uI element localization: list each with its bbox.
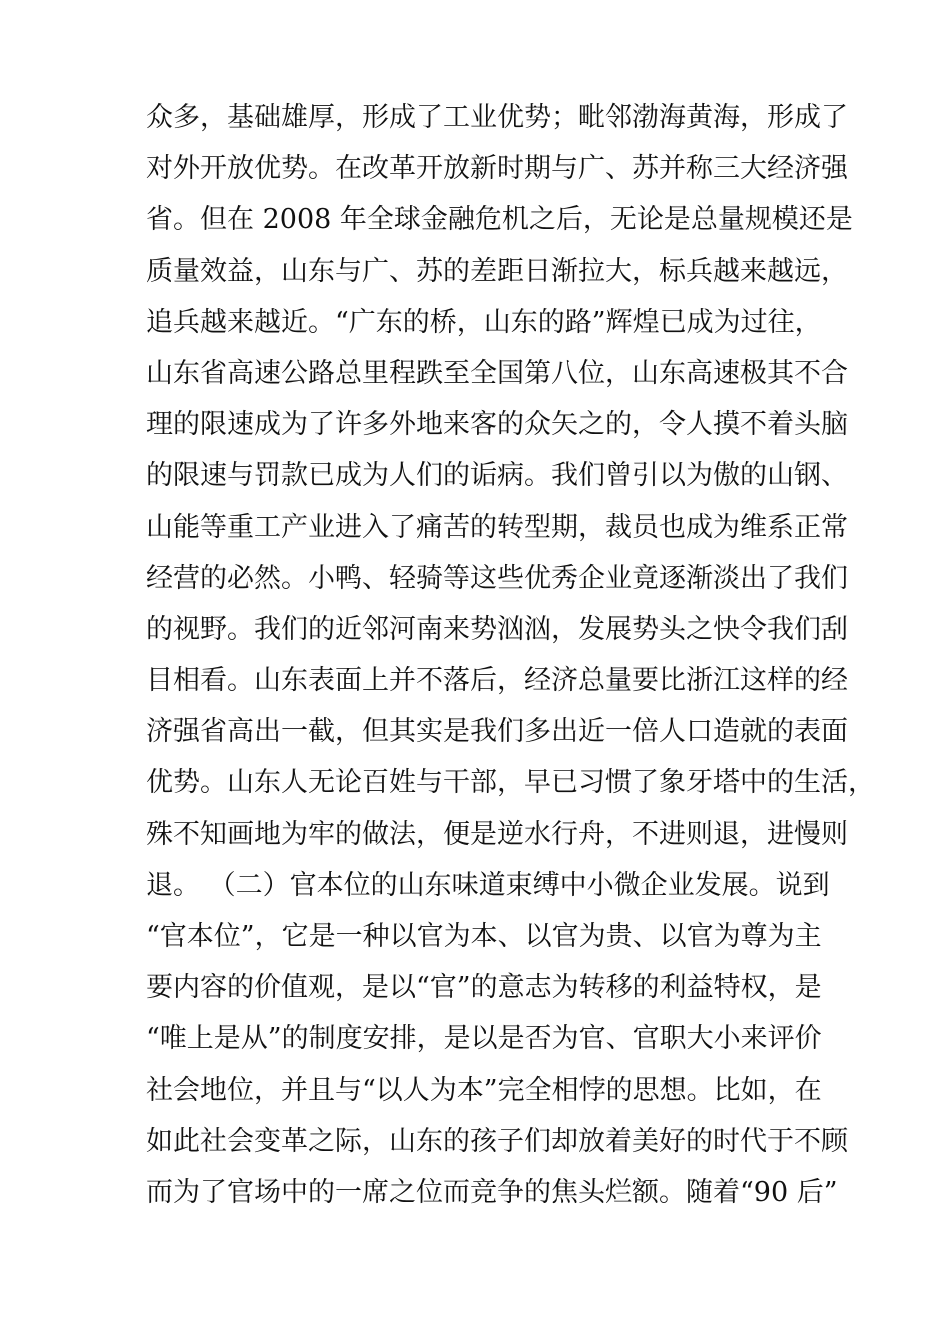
text-line: “官本位”，它是一种以官为本、以官为贵、以官为尊为主	[146, 921, 822, 952]
text-line: 众多，基础雄厚，形成了工业优势；毗邻渤海黄海，形成了	[146, 102, 848, 133]
text-line: 经营的必然。小鸭、轻骑等这些优秀企业竟逐渐淡出了我们	[146, 562, 848, 594]
text-line: 的视野。我们的近邻河南来势汹汹，发展势头之快令我们刮	[146, 613, 848, 645]
text-line: 山能等重工产业进入了痛苦的转型期，裁员也成为维系正常	[146, 511, 848, 543]
text-line: 济强省高出一截，但其实是我们多出近一倍人口造就的表面	[146, 716, 848, 748]
text-line: 殊不知画地为牢的做法，便是逆水行舟，不进则退，进慢则	[146, 818, 848, 850]
text-line: 对外开放优势。在改革开放新时期与广、苏并称三大经济强	[146, 153, 848, 185]
text-line: 如此社会变革之际，山东的孩子们却放着美好的时代于不顾	[146, 1125, 848, 1157]
text-line: “唯上是从”的制度安排，是以是否为官、官职大小来评价	[146, 1023, 822, 1055]
text-line: 质量效益，山东与广、苏的差距日渐拉大，标兵越来越远，	[146, 255, 848, 287]
text-line: 优势。山东人无论百姓与干部，早已习惯了象牙塔中的生活，	[146, 767, 875, 799]
text-line: 山东省高速公路总里程跌至全国第八位，山东高速极其不合	[146, 357, 848, 389]
body-text	[146, 92, 875, 1218]
text-line: 而为了官场中的一席之位而竞争的焦头烂额。随着“90 后”	[146, 1176, 838, 1208]
text-line: 理的限速成为了许多外地来客的众矢之的，令人摸不着头脑	[146, 409, 848, 441]
text-line: 目相看。山东表面上并不落后，经济总量要比浙江这样的经	[146, 665, 848, 697]
text-line: 省。但在 2008 年全球金融危机之后，无论是总量规模还是	[146, 204, 853, 236]
text-line: 追兵越来越近。“广东的桥，山东的路”辉煌已成为过往，	[146, 306, 822, 338]
text-line: 社会地位，并且与“以人为本”完全相悖的思想。比如，在	[146, 1074, 822, 1106]
text-line: 的限速与罚款已成为人们的诟病。我们曾引以为傲的山钢、	[146, 460, 848, 492]
text-line: 退。 （二）官本位的山东味道束缚中小微企业发展。说到	[146, 869, 830, 901]
text-line: 要内容的价值观，是以“官”的意志为转移的利益特权，是	[146, 972, 822, 1004]
